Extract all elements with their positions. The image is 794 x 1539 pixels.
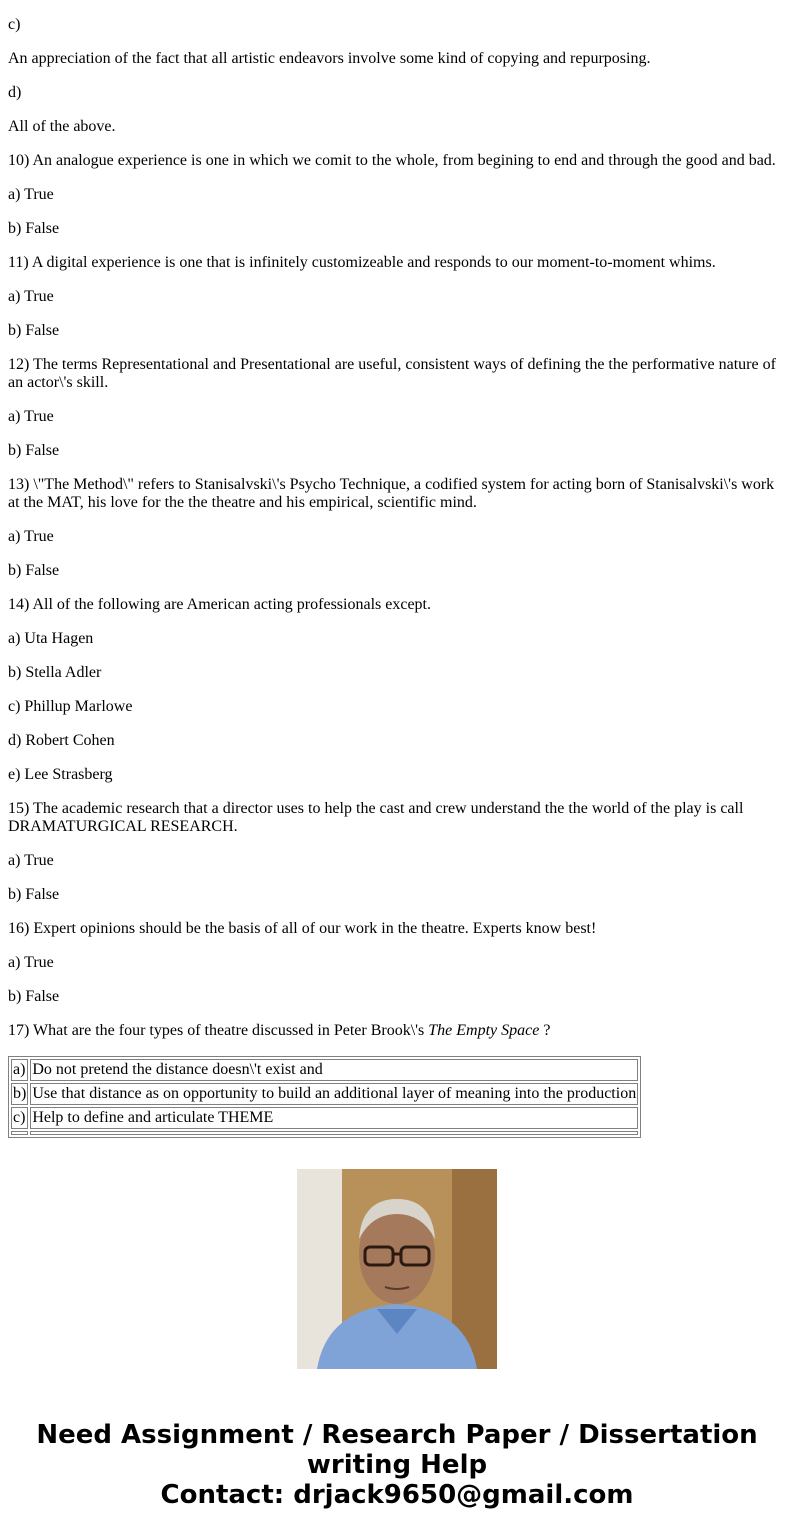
option: a) True [8, 852, 54, 869]
option: b) False [8, 886, 60, 903]
option: a) True [8, 408, 54, 425]
option: c) Phillup Marlowe [8, 698, 133, 715]
option: d) Robert Cohen [8, 732, 115, 749]
text-line: All of the above. [8, 118, 116, 135]
option: b) False [8, 322, 60, 339]
question-10: 10) An analogue experience is one in which we comit to the whole, from begining to end and through the good and bad. [8, 152, 776, 169]
question-17-suffix: ? [539, 1022, 551, 1039]
question-11: 11) A digital experience is one that is infinitely customizeable and responds to our moment-to-moment whims. [8, 254, 716, 271]
footer-banner [0, 1420, 794, 1510]
option: a) True [8, 288, 54, 305]
table-cell-text: Help to define and articulate THEME [30, 1107, 638, 1129]
table-cell-letter: b) [11, 1083, 28, 1105]
table-cell-letter: a) [11, 1059, 28, 1081]
option: a) True [8, 528, 54, 545]
avatar [297, 1169, 497, 1369]
question-14: 14) All of the following are American acting professionals except. [8, 596, 431, 613]
book-title: The Empty Space [428, 1022, 540, 1039]
question-16: 16) Expert opinions should be the basis of all of our work in the theatre. Experts know best! [8, 920, 597, 937]
question-13: 13) \"The Method\" refers to Stanisalvski\'s Psycho Technique, a codified system for acting born of Stanisalvski\'s work at the MAT, his love for the the theatre and his empirical, scientific mind. [8, 476, 775, 511]
text-line: c) [8, 16, 21, 33]
option: a) True [8, 954, 54, 971]
footer-line: Need Assignment / Research Paper / Dissertation [36, 1420, 758, 1450]
answer-table-wrapper [8, 1056, 640, 1126]
text-line: An appreciation of the fact that all artistic endeavors involve some kind of copying and repurposing. [8, 50, 651, 67]
question-15: 15) The academic research that a director uses to help the cast and crew understand the the world of the play is call DRAMATURGICAL RESEARCH. [8, 800, 744, 835]
table-cell-letter: c) [11, 1107, 28, 1129]
question-17 [8, 1022, 786, 1040]
answer-table [8, 1056, 641, 1138]
option: b) False [8, 442, 60, 459]
document-body [0, 16, 794, 1040]
question-17-prefix: 17) What are the four types of theatre discussed in Peter Brook\'s [8, 1022, 429, 1039]
option: b) False [8, 220, 60, 237]
contact-email: Contact: drjack9650@gmail.com [160, 1480, 634, 1510]
table-row [11, 1131, 638, 1135]
table-cell-text: Use that distance as on opportunity to build an additional layer of meaning into the production [30, 1083, 638, 1105]
table-row [11, 1107, 638, 1129]
question-12: 12) The terms Representational and Presentational are useful, consistent ways of defining the the performative nature of an actor\'s skill. [8, 356, 776, 391]
option: b) False [8, 562, 60, 579]
option: a) True [8, 186, 54, 203]
table-row [11, 1059, 638, 1081]
option: b) False [8, 988, 60, 1005]
table-row [11, 1083, 638, 1105]
avatar-portrait [297, 1169, 497, 1369]
footer-line: writing Help [306, 1450, 488, 1480]
text-line: d) [8, 84, 22, 101]
table-cell-text: Do not pretend the distance doesn\'t exist and [30, 1059, 638, 1081]
option: b) Stella Adler [8, 664, 102, 681]
option: a) Uta Hagen [8, 630, 94, 647]
option: e) Lee Strasberg [8, 766, 113, 783]
